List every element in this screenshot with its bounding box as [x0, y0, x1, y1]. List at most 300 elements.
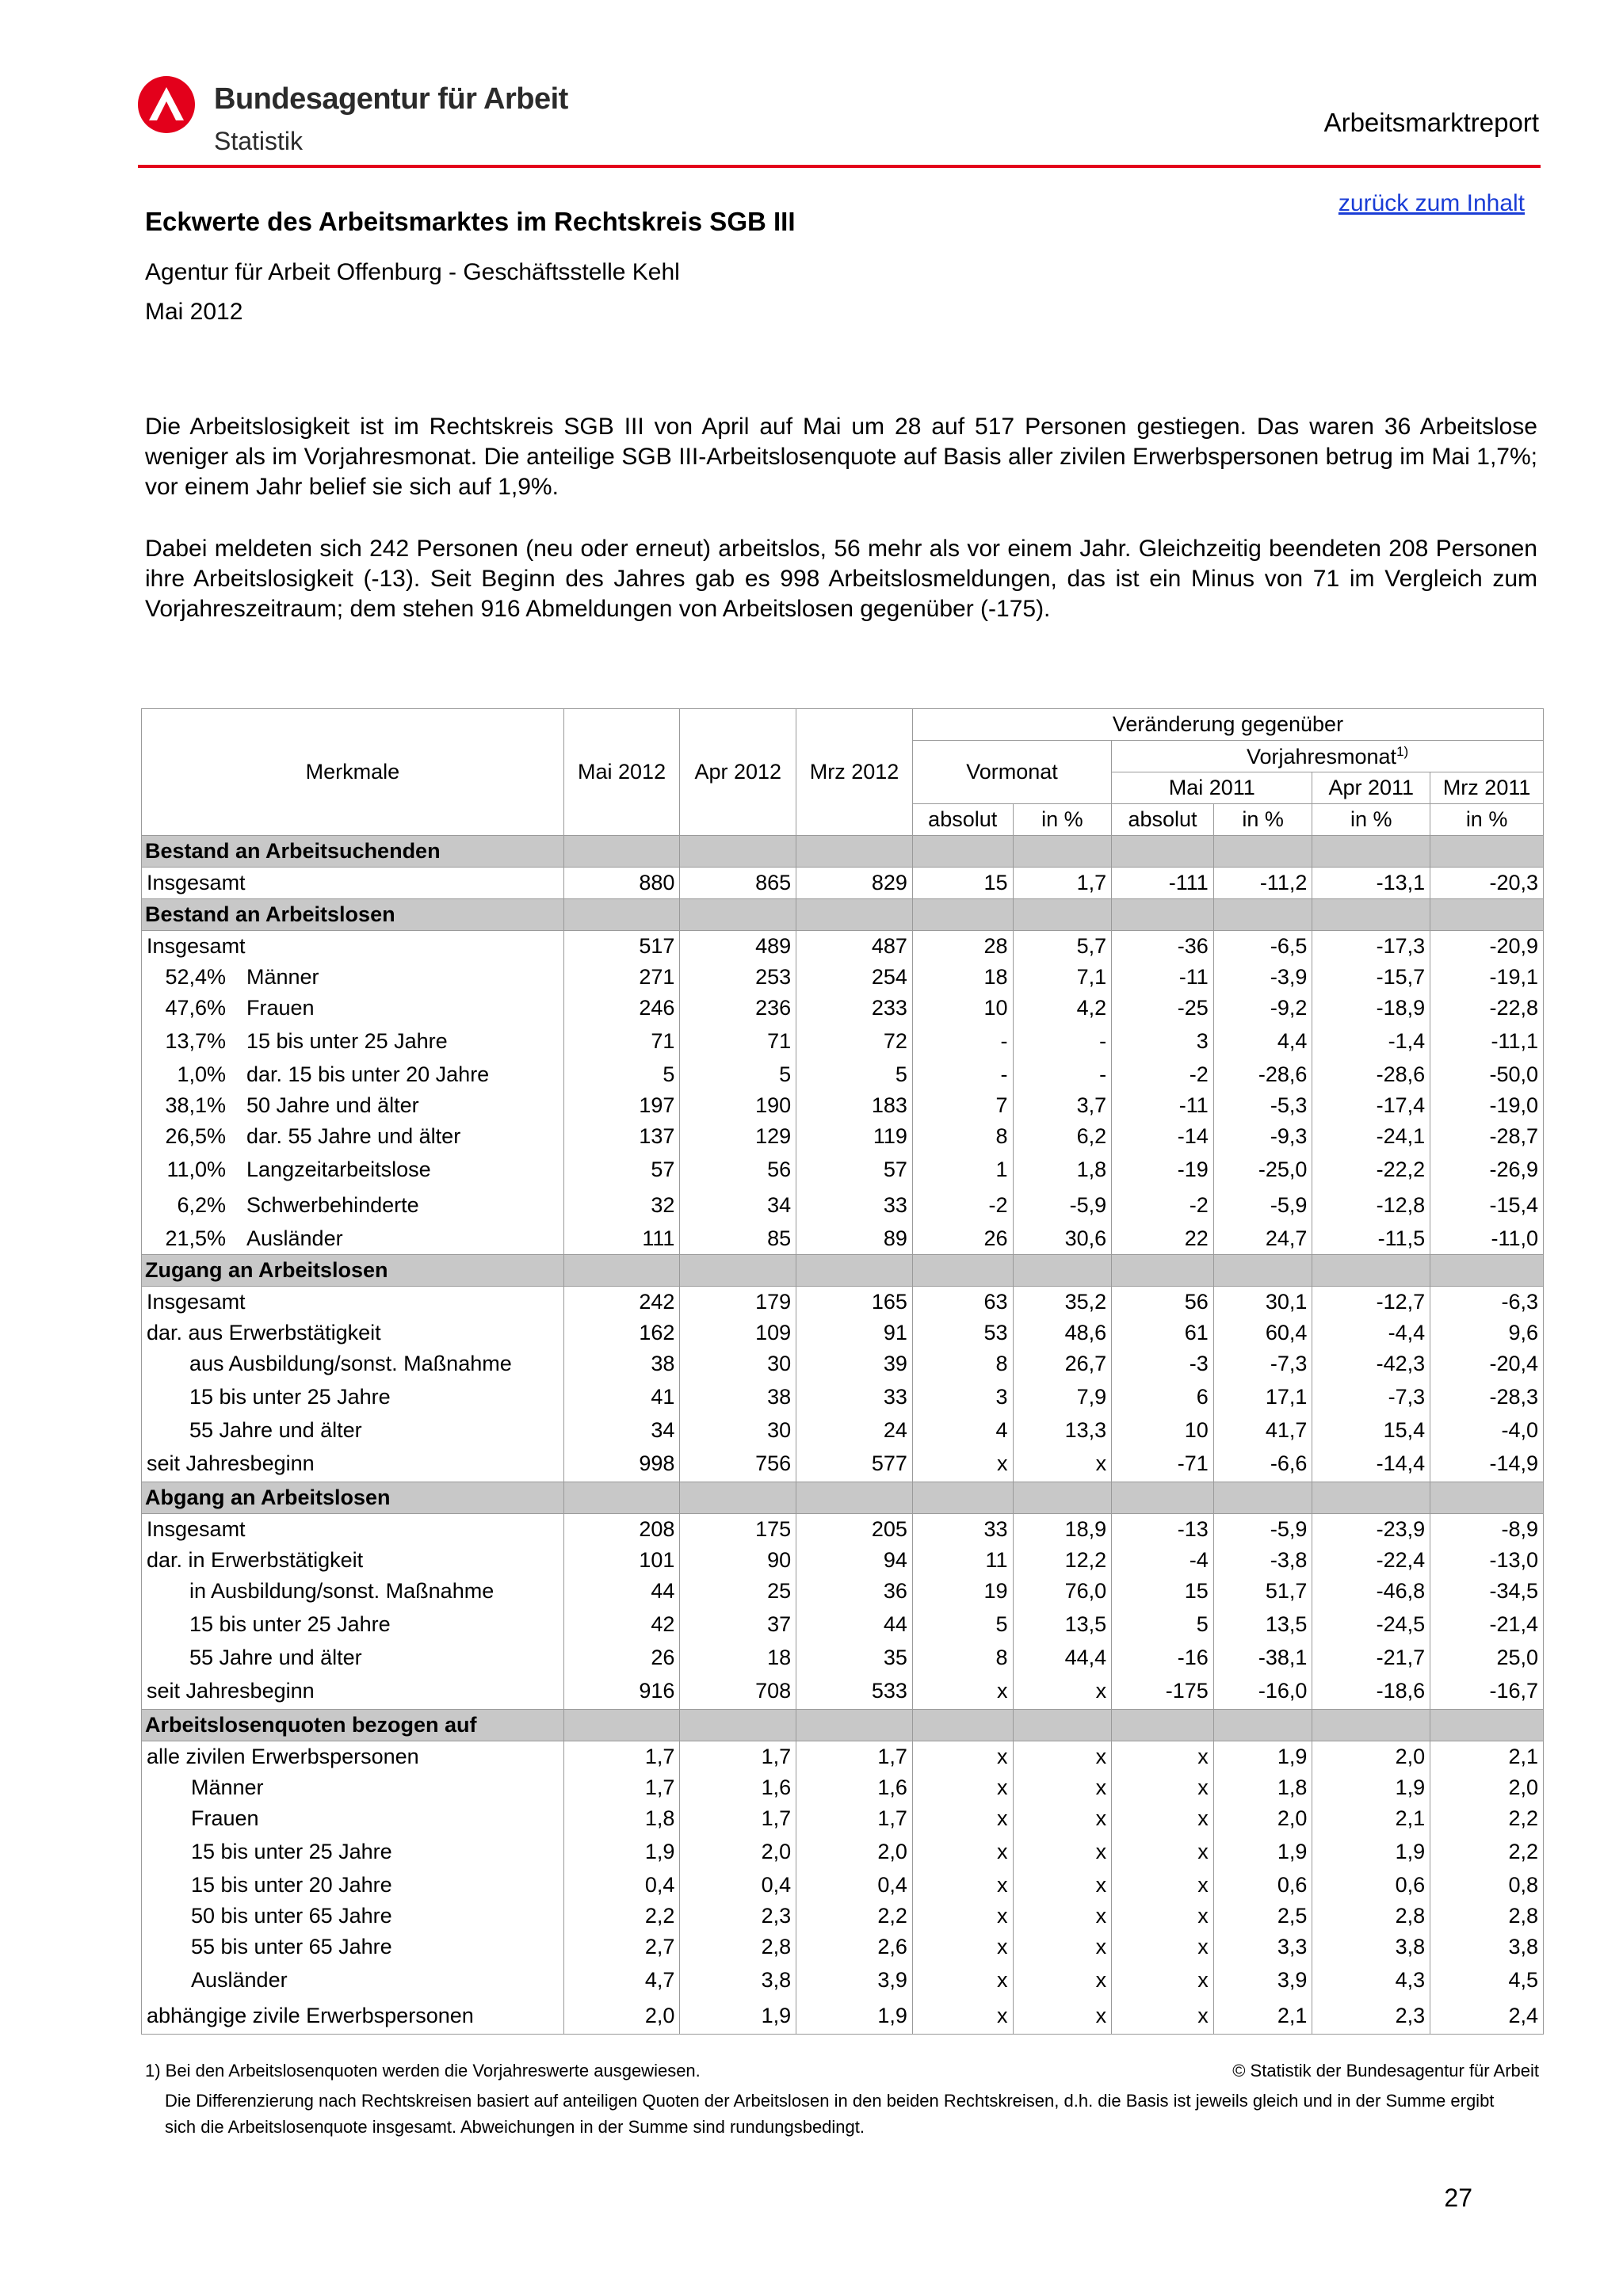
- value-cell: 33: [912, 1514, 1013, 1546]
- value-cell: -14: [1112, 1121, 1214, 1152]
- value-cell: 487: [796, 931, 913, 963]
- section-header-cell: [563, 836, 680, 868]
- value-cell: -50,0: [1430, 1059, 1544, 1090]
- table-body: [142, 836, 1544, 2035]
- row-label: Frauen: [191, 1806, 259, 1830]
- row-label: Schwerbehinderte: [246, 1193, 419, 1217]
- value-cell: 3,7: [1013, 1090, 1112, 1121]
- value-cell: -24,1: [1312, 1121, 1430, 1152]
- value-cell: 2,1: [1430, 1741, 1544, 1773]
- value-cell: 1,8: [563, 1803, 680, 1834]
- value-cell: 10: [1112, 1415, 1214, 1446]
- value-cell: -8,9: [1430, 1514, 1544, 1546]
- value-cell: -16,7: [1430, 1673, 1544, 1710]
- value-cell: -16,0: [1213, 1673, 1312, 1710]
- share-percent: 21,5%: [165, 1226, 226, 1250]
- value-cell: x: [1112, 1998, 1214, 2035]
- value-cell: 0,8: [1430, 1870, 1544, 1901]
- value-cell: -4,4: [1312, 1318, 1430, 1348]
- value-cell: x: [912, 1962, 1013, 1998]
- value-cell: 17,1: [1213, 1379, 1312, 1415]
- row-label-cell: [142, 1834, 564, 1870]
- value-cell: 36: [796, 1576, 913, 1607]
- value-cell: 61: [1112, 1318, 1214, 1348]
- value-cell: -6,5: [1213, 931, 1312, 963]
- value-cell: 8: [912, 1121, 1013, 1152]
- value-cell: 1,9: [563, 1834, 680, 1870]
- value-cell: 15: [1112, 1576, 1214, 1607]
- row-label: 15 bis unter 25 Jahre: [191, 1840, 392, 1863]
- row-label: aus Ausbildung/sonst. Maßnahme: [189, 1352, 512, 1375]
- value-cell: 0,4: [680, 1870, 796, 1901]
- share-percent: 52,4%: [165, 965, 226, 989]
- value-cell: -: [1013, 1059, 1112, 1090]
- value-cell: -4,0: [1430, 1415, 1544, 1446]
- value-cell: x: [912, 1673, 1013, 1710]
- value-cell: -21,7: [1312, 1642, 1430, 1673]
- value-cell: 2,2: [563, 1901, 680, 1932]
- page-title: Eckwerte des Arbeitsmarktes im Rechtskreis SGB III: [145, 207, 796, 236]
- row-label-cell: [142, 1446, 564, 1482]
- row-label: 55 bis unter 65 Jahre: [191, 1935, 392, 1958]
- row-label: Langzeitarbeitslose: [246, 1158, 431, 1181]
- value-cell: 56: [1112, 1287, 1214, 1318]
- section-header: [142, 1255, 1544, 1287]
- value-cell: 13,5: [1213, 1607, 1312, 1642]
- section-header-cell: [1112, 1482, 1214, 1514]
- value-cell: 1: [912, 1152, 1013, 1188]
- value-cell: 3,8: [1430, 1932, 1544, 1962]
- section-header: [142, 899, 1544, 931]
- value-cell: 22: [1112, 1223, 1214, 1255]
- value-cell: 998: [563, 1446, 680, 1482]
- value-cell: -17,3: [1312, 931, 1430, 963]
- row-label-cell: [142, 1188, 564, 1223]
- value-cell: -5,9: [1013, 1188, 1112, 1223]
- row-label: dar. 55 Jahre und älter: [246, 1124, 461, 1148]
- value-cell: 3,9: [796, 1962, 913, 1998]
- value-cell: 4: [912, 1415, 1013, 1446]
- section-header-cell: [680, 899, 796, 931]
- value-cell: 183: [796, 1090, 913, 1121]
- row-label: seit Jahresbeginn: [147, 1451, 315, 1475]
- value-cell: -14,9: [1430, 1446, 1544, 1482]
- value-cell: x: [912, 1998, 1013, 2035]
- footnote-2: Die Differenzierung nach Rechtskreisen basiert auf anteiligen Quoten der Arbeitslosen in den beiden Rechtskreisen, d.h. die Basis ist jeweils gleich und in der Summe ergibt sich die Arbeitslosenquote insgesamt. Abweichungen in der Summe sind rundungsbedingt.: [165, 2091, 1495, 2137]
- table-row: [142, 1223, 1544, 1255]
- value-cell: 72: [796, 1024, 913, 1059]
- row-label: 15 bis unter 20 Jahre: [191, 1873, 392, 1897]
- value-cell: 1,6: [680, 1772, 796, 1803]
- value-cell: 0,6: [1312, 1870, 1430, 1901]
- value-cell: 533: [796, 1673, 913, 1710]
- value-cell: 708: [680, 1673, 796, 1710]
- value-cell: 254: [796, 962, 913, 993]
- share-percent: 11,0%: [166, 1158, 226, 1181]
- header-divider: [138, 165, 1541, 168]
- value-cell: 38: [563, 1348, 680, 1379]
- table-row: [142, 1803, 1544, 1834]
- section-title: Bestand an Arbeitsuchenden: [142, 836, 564, 868]
- value-cell: 30,1: [1213, 1287, 1312, 1318]
- value-cell: -: [912, 1024, 1013, 1059]
- value-cell: 2,6: [796, 1932, 913, 1962]
- table-row: [142, 1741, 1544, 1773]
- table-row: [142, 1962, 1544, 1998]
- value-cell: 41: [563, 1379, 680, 1415]
- table-row: [142, 1024, 1544, 1059]
- value-cell: 137: [563, 1121, 680, 1152]
- value-cell: 8: [912, 1348, 1013, 1379]
- value-cell: 6: [1112, 1379, 1214, 1415]
- value-cell: -12,7: [1312, 1287, 1430, 1318]
- section-header-cell: [1430, 899, 1544, 931]
- value-cell: 1,8: [1213, 1772, 1312, 1803]
- value-cell: x: [1013, 1962, 1112, 1998]
- value-cell: x: [1112, 1834, 1214, 1870]
- section-header-cell: [1312, 1710, 1430, 1741]
- section-header-cell: [1213, 1710, 1312, 1741]
- value-cell: 3,9: [1213, 1962, 1312, 1998]
- value-cell: 32: [563, 1188, 680, 1223]
- header-apr-2011: Apr 2011: [1312, 772, 1430, 804]
- share-percent: 6,2%: [177, 1193, 226, 1217]
- value-cell: -18,9: [1312, 993, 1430, 1024]
- value-cell: 18,9: [1013, 1514, 1112, 1546]
- row-label-cell: [142, 868, 564, 899]
- value-cell: 2,1: [1312, 1803, 1430, 1834]
- value-cell: 91: [796, 1318, 913, 1348]
- value-cell: 205: [796, 1514, 913, 1546]
- value-cell: x: [912, 1803, 1013, 1834]
- header-vorjahresmonat: Vorjahresmonat$^{1)}$: [1112, 741, 1544, 772]
- section-header-cell: [796, 1255, 913, 1287]
- value-cell: -6,3: [1430, 1287, 1544, 1318]
- value-cell: 2,0: [680, 1834, 796, 1870]
- value-cell: 1,9: [1213, 1741, 1312, 1773]
- value-cell: -46,8: [1312, 1576, 1430, 1607]
- value-cell: -3,9: [1213, 962, 1312, 993]
- value-cell: 56: [680, 1152, 796, 1188]
- value-cell: 179: [680, 1287, 796, 1318]
- value-cell: 89: [796, 1223, 913, 1255]
- value-cell: 101: [563, 1545, 680, 1576]
- share-percent: 13,7%: [165, 1029, 226, 1053]
- value-cell: -20,9: [1430, 931, 1544, 963]
- value-cell: 829: [796, 868, 913, 899]
- value-cell: 35: [796, 1642, 913, 1673]
- row-label-cell: [142, 1223, 564, 1255]
- value-cell: 44: [796, 1607, 913, 1642]
- value-cell: 26,7: [1013, 1348, 1112, 1379]
- value-cell: -28,7: [1430, 1121, 1544, 1152]
- table-row: [142, 1642, 1544, 1673]
- value-cell: 2,2: [1430, 1834, 1544, 1870]
- table-row: [142, 962, 1544, 993]
- row-label-cell: [142, 1514, 564, 1546]
- row-label-cell: [142, 1932, 564, 1962]
- row-label-cell: [142, 1415, 564, 1446]
- value-cell: 34: [563, 1415, 680, 1446]
- table-row: [142, 868, 1544, 899]
- value-cell: 0,4: [796, 1870, 913, 1901]
- table-row: [142, 1576, 1544, 1607]
- value-cell: 5: [680, 1059, 796, 1090]
- section-header: [142, 1482, 1544, 1514]
- value-cell: 5: [563, 1059, 680, 1090]
- value-cell: -17,4: [1312, 1090, 1430, 1121]
- row-label-cell: [142, 1090, 564, 1121]
- value-cell: 34: [680, 1188, 796, 1223]
- value-cell: 1,7: [680, 1741, 796, 1773]
- value-cell: 63: [912, 1287, 1013, 1318]
- row-label-cell: [142, 1901, 564, 1932]
- header-mrz-2011: Mrz 2011: [1430, 772, 1544, 804]
- section-header-cell: [796, 1482, 913, 1514]
- table-row: [142, 1121, 1544, 1152]
- value-cell: x: [912, 1772, 1013, 1803]
- share-percent: 1,0%: [177, 1062, 226, 1086]
- table-row: [142, 1545, 1544, 1576]
- value-cell: 0,6: [1213, 1870, 1312, 1901]
- value-cell: -11,0: [1430, 1223, 1544, 1255]
- value-cell: 2,4: [1430, 1998, 1544, 2035]
- value-cell: x: [1112, 1870, 1214, 1901]
- report-label: Arbeitsmarktreport: [1323, 108, 1539, 137]
- value-cell: -3,8: [1213, 1545, 1312, 1576]
- section-header-cell: [912, 1255, 1013, 1287]
- row-label-cell: [142, 1348, 564, 1379]
- section-header: [142, 836, 1544, 868]
- value-cell: x: [1013, 1998, 1112, 2035]
- value-cell: 18: [912, 962, 1013, 993]
- value-cell: -11: [1112, 1090, 1214, 1121]
- value-cell: 1,9: [796, 1998, 913, 2035]
- section-header-cell: [1112, 1255, 1214, 1287]
- value-cell: 253: [680, 962, 796, 993]
- value-cell: 1,9: [1312, 1834, 1430, 1870]
- section-header-cell: [912, 836, 1013, 868]
- value-cell: 111: [563, 1223, 680, 1255]
- table-row: [142, 1188, 1544, 1223]
- value-cell: 13,5: [1013, 1607, 1112, 1642]
- value-cell: 756: [680, 1446, 796, 1482]
- row-label-cell: [142, 1121, 564, 1152]
- value-cell: -25: [1112, 993, 1214, 1024]
- section-header-cell: [680, 1482, 796, 1514]
- value-cell: x: [1112, 1962, 1214, 1998]
- header-mai-2011: Mai 2011: [1112, 772, 1312, 804]
- row-label: Insgesamt: [147, 934, 246, 958]
- value-cell: 1,9: [1213, 1834, 1312, 1870]
- value-cell: -12,8: [1312, 1188, 1430, 1223]
- value-cell: -24,5: [1312, 1607, 1430, 1642]
- agency-logo: [138, 76, 195, 133]
- value-cell: -175: [1112, 1673, 1214, 1710]
- row-label: Männer: [191, 1775, 264, 1799]
- value-cell: -34,5: [1430, 1576, 1544, 1607]
- value-cell: -13,0: [1430, 1545, 1544, 1576]
- value-cell: 1,6: [796, 1772, 913, 1803]
- value-cell: -11,2: [1213, 868, 1312, 899]
- section-header-cell: [1213, 1482, 1312, 1514]
- value-cell: 28: [912, 931, 1013, 963]
- value-cell: 94: [796, 1545, 913, 1576]
- row-label-cell: [142, 1803, 564, 1834]
- value-cell: -7,3: [1312, 1379, 1430, 1415]
- value-cell: 57: [796, 1152, 913, 1188]
- value-cell: -28,3: [1430, 1379, 1544, 1415]
- header-apr-2012: Apr 2012: [680, 709, 796, 836]
- value-cell: -22,4: [1312, 1545, 1430, 1576]
- key-figures-table: [141, 708, 1544, 2035]
- value-cell: x: [1112, 1901, 1214, 1932]
- row-label: 55 Jahre und älter: [189, 1418, 362, 1442]
- section-header-cell: [1312, 1255, 1430, 1287]
- section-header-cell: [1112, 899, 1214, 931]
- share-percent: 26,5%: [165, 1124, 226, 1148]
- value-cell: 18: [680, 1642, 796, 1673]
- value-cell: -15,4: [1430, 1188, 1544, 1223]
- share-percent: 38,1%: [165, 1093, 226, 1117]
- value-cell: 1,7: [563, 1772, 680, 1803]
- value-cell: 2,2: [1430, 1803, 1544, 1834]
- value-cell: x: [912, 1834, 1013, 1870]
- value-cell: 2,8: [1312, 1901, 1430, 1932]
- value-cell: 60,4: [1213, 1318, 1312, 1348]
- header-mrz-2012: Mrz 2012: [796, 709, 913, 836]
- value-cell: 0,4: [563, 1870, 680, 1901]
- value-cell: 129: [680, 1121, 796, 1152]
- section-header-cell: [1213, 1255, 1312, 1287]
- table-row: [142, 1932, 1544, 1962]
- value-cell: -20,3: [1430, 868, 1544, 899]
- table-row: [142, 1287, 1544, 1318]
- value-cell: 242: [563, 1287, 680, 1318]
- value-cell: x: [1013, 1901, 1112, 1932]
- value-cell: 880: [563, 868, 680, 899]
- value-cell: 85: [680, 1223, 796, 1255]
- back-to-contents-link[interactable]: zurück zum Inhalt: [1338, 190, 1525, 216]
- header-in-percent: in %: [1013, 804, 1112, 836]
- section-header-cell: [1430, 1482, 1544, 1514]
- value-cell: -111: [1112, 868, 1214, 899]
- row-label: 15 bis unter 25 Jahre: [246, 1029, 448, 1053]
- value-cell: 15: [912, 868, 1013, 899]
- value-cell: -11,1: [1430, 1024, 1544, 1059]
- value-cell: 1,9: [680, 1998, 796, 2035]
- value-cell: 577: [796, 1446, 913, 1482]
- section-header-cell: [563, 1482, 680, 1514]
- footnote-1: 1) Bei den Arbeitslosenquoten werden die Vorjahreswerte ausgewiesen.: [145, 2061, 701, 2081]
- value-cell: 2,8: [680, 1932, 796, 1962]
- value-cell: -38,1: [1213, 1642, 1312, 1673]
- value-cell: 71: [680, 1024, 796, 1059]
- section-header-cell: [796, 899, 913, 931]
- table-row: [142, 1673, 1544, 1710]
- value-cell: -19,0: [1430, 1090, 1544, 1121]
- value-cell: 38: [680, 1379, 796, 1415]
- value-cell: -13: [1112, 1514, 1214, 1546]
- value-cell: -22,2: [1312, 1152, 1430, 1188]
- header-absolut: absolut: [1112, 804, 1214, 836]
- copyright: © Statistik der Bundesagentur für Arbeit: [1232, 2061, 1539, 2081]
- row-label: Insgesamt: [147, 1517, 246, 1541]
- value-cell: -2: [1112, 1188, 1214, 1223]
- table-row: [142, 1514, 1544, 1546]
- section-header-cell: [1013, 1255, 1112, 1287]
- value-cell: 3: [1112, 1024, 1214, 1059]
- value-cell: 51,7: [1213, 1576, 1312, 1607]
- value-cell: -71: [1112, 1446, 1214, 1482]
- header-merkmale: Merkmale: [142, 709, 564, 836]
- value-cell: 7,9: [1013, 1379, 1112, 1415]
- row-label: in Ausbildung/sonst. Maßnahme: [189, 1579, 495, 1603]
- value-cell: -4: [1112, 1545, 1214, 1576]
- row-label: seit Jahresbeginn: [147, 1679, 315, 1703]
- section-header-cell: [680, 1710, 796, 1741]
- value-cell: 3,8: [680, 1962, 796, 1998]
- value-cell: 53: [912, 1318, 1013, 1348]
- value-cell: x: [1112, 1803, 1214, 1834]
- value-cell: -14,4: [1312, 1446, 1430, 1482]
- value-cell: -22,8: [1430, 993, 1544, 1024]
- value-cell: 233: [796, 993, 913, 1024]
- header-vormonat: Vormonat: [912, 741, 1111, 804]
- summary-paragraph-1: Die Arbeitslosigkeit ist im Rechtskreis SGB III von April auf Mai um 28 auf 517 Personen gestiegen. Das waren 36 Arbeitslose weniger als im Vorjahresmonat. Die anteilige SGB III-Arbeitslosenquote auf Basis aller zivilen Erwerbspersonen betrug im Mai 1,7%; vor einem Jahr belief sie sich auf 1,9%.: [145, 414, 1537, 500]
- value-cell: -19: [1112, 1152, 1214, 1188]
- value-cell: 3,8: [1312, 1932, 1430, 1962]
- report-date: Mai 2012: [145, 299, 243, 325]
- value-cell: -: [912, 1059, 1013, 1090]
- org-subtitle: Statistik: [214, 127, 304, 155]
- value-cell: 489: [680, 931, 796, 963]
- row-label: 15 bis unter 25 Jahre: [189, 1385, 391, 1409]
- value-cell: 5: [912, 1607, 1013, 1642]
- row-label: 55 Jahre und älter: [189, 1646, 362, 1669]
- value-cell: 26: [563, 1642, 680, 1673]
- value-cell: 5: [796, 1059, 913, 1090]
- table-row: [142, 1834, 1544, 1870]
- row-label-cell: [142, 1152, 564, 1188]
- row-label-cell: [142, 1642, 564, 1673]
- section-header-cell: [563, 1255, 680, 1287]
- value-cell: -25,0: [1213, 1152, 1312, 1188]
- value-cell: -16: [1112, 1642, 1214, 1673]
- value-cell: 39: [796, 1348, 913, 1379]
- value-cell: -26,9: [1430, 1152, 1544, 1188]
- value-cell: 517: [563, 931, 680, 963]
- value-cell: -2: [912, 1188, 1013, 1223]
- value-cell: 1,7: [1013, 868, 1112, 899]
- section-header-cell: [912, 899, 1013, 931]
- value-cell: 2,0: [796, 1834, 913, 1870]
- table-row: [142, 1870, 1544, 1901]
- row-label: Ausländer: [191, 1968, 288, 1992]
- section-header-cell: [1430, 1255, 1544, 1287]
- value-cell: 865: [680, 868, 796, 899]
- value-cell: 5,7: [1013, 931, 1112, 963]
- value-cell: -: [1013, 1024, 1112, 1059]
- value-cell: 8: [912, 1642, 1013, 1673]
- section-header-cell: [796, 836, 913, 868]
- value-cell: 30,6: [1013, 1223, 1112, 1255]
- table-row: [142, 1607, 1544, 1642]
- value-cell: 33: [796, 1188, 913, 1223]
- table-row: [142, 1998, 1544, 2035]
- value-cell: x: [1013, 1870, 1112, 1901]
- value-cell: -5,3: [1213, 1090, 1312, 1121]
